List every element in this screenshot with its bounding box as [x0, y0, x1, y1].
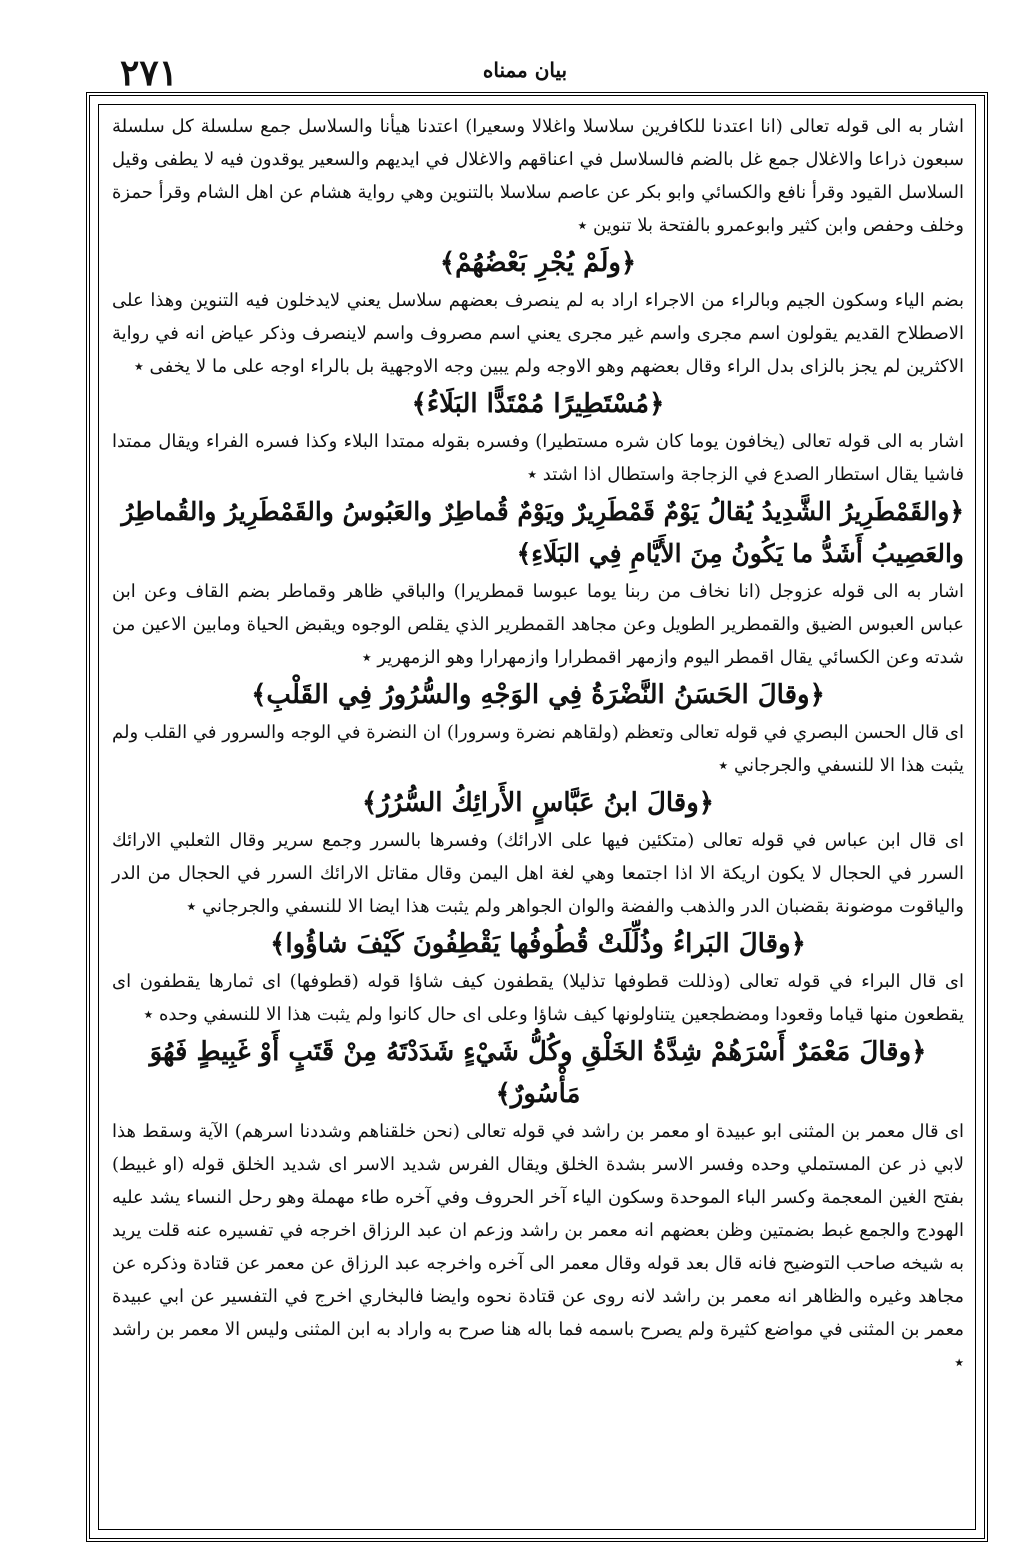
- quoted-text-heading: ﴿وقالَ مَعْمَرٌ أَسْرَهُمْ شِدَّةُ الخَلْقِ وكُلُّ شَيْءٍ شَدَدْتَهُ مِنْ قَتَبٍ أَوْ غَبِيطٍ فَهُوَ مَأْسُورٌ﴾: [149, 1037, 927, 1109]
- commentary-paragraph: اى قال البراء في قوله تعالى (وذللت قطوفها تذليلا) يقطفون كيف شاؤا قوله (قطوفها) اى ثمارها يقطفون اى يقطعون منها قياما وقعودا ومضطجعين يتناولونها كيف شاؤا وعلى اى حال كانوا ولم يثبت هذا الا للنسفي وحده ٭: [112, 971, 964, 1025]
- quoted-text-heading: ﴿والقَمْطَرِيرُ الشَّدِيدُ يُقالُ يَوْمٌ قَمْطَرِيرٌ ويَوْمٌ قُماطِرٌ والعَبُوسُ والقَمْطَرِيرُ والقُماطِرُ والعَصِيبُ أَشَدُّ ما يَكُونُ مِنَ الأَيَّامِ فِي البَلَاءِ﴾: [121, 497, 964, 568]
- quoted-text-heading: ﴿وقالَ ابنُ عَبَّاسٍ الأَرائِكُ السُّرُرُ﴾: [362, 788, 714, 818]
- quoted-text-heading: ﴿ولَمْ يُجْرِ بَعْضُهُمْ﴾: [439, 248, 637, 278]
- commentary-paragraph: اى قال الحسن البصري في قوله تعالى وتعظم (ولقاهم نضرة وسرورا) ان النضرة في الوجه والسرور في القلب ولم يثبت هذا الا للنسفي والجرجاني ٭: [112, 722, 964, 776]
- commentary-paragraph: اى قال معمر بن المثنى ابو عبيدة او معمر بن راشد في قوله تعالى (نحن خلقناهم وشددنا اسرهم) الآية وسقط هذا لابي ذر عن المستملي وحده وفسر الاسر بشدة الخلق ويقال الفرس شديد الاسر اى شديد الخلق قوله (او غبيط) بفتح الغين المعجمة وكسر الباء الموحدة وسكون الياء آخر الحروف وفي آخره طاء مهملة وهو رحل النساء يشد عليه الهودج والجمع غبط بضمتين وظن بعضهم انه معمر بن راشد وزعم ان عبد الرزاق اخرجه في تفسيره عنه قلت يريد به شيخه صاحب التوضيح فانه قال بعد قوله وقال معمر الى آخره واخرجه عبد الرزاق عن معمر عن قتادة وذكره عن مجاهد وغيره والظاهر انه معمر بن راشد لانه روى عن قتادة نحوه وايضا فالبخاري اخرج في التفسير عن ابي عبيدة معمر بن المثنى في مواضع كثيرة ولم يصرح باسمه فما باله هنا صرح به واراد به ابن المثنى وليس الا معمر بن راشد ٭: [112, 1121, 964, 1373]
- page-number: ٢٧١: [120, 52, 179, 94]
- page-header: [0, 0, 1033, 92]
- commentary-paragraph: بضم الياء وسكون الجيم وبالراء من الاجراء اراد به لم ينصرف بعضهم سلاسل يعني لايدخلون فيه التنوين وهذا على الاصطلاح القديم يقولون اسم مجرى واسم غير مجرى يعني اسم مصروف واسم لاينصرف وذكر عياض انه في رواية الاكثرين لم يجز بالزاى بدل الراء وقال بعضهم وهو الاوجه ولم يبين وجه الاوجهية بل بالراء اوجه على ما لا يخفى ٭: [112, 290, 964, 377]
- quoted-text-heading: ﴿وقالَ البَراءُ وذُلِّلَتْ قُطُوفُها يَقْطِفُونَ كَيْفَ شاؤُوا﴾: [270, 929, 806, 959]
- commentary-paragraph: اشار به الى قوله تعالى (يخافون يوما كان شره مستطيرا) وفسره بقوله ممتدا البلاء وكذا فسره الفراء ويقال ممتدا فاشيا يقال استطار الصدع في الزجاجة واستطال اذا اشتد ٭: [112, 431, 964, 485]
- quoted-text-heading: ﴿مُسْتَطِيرًا مُمْتَدًّا البَلَاءُ﴾: [411, 389, 665, 419]
- running-title: بيان ممناه: [482, 58, 568, 82]
- commentary-paragraph: اشار به الى قوله تعالى (انا اعتدنا للكافرين سلاسلا واغلالا وسعيرا) اعتدنا هيأنا والسلاسل جمع سلسلة كل سلسلة سبعون ذراعا والاغلال جمع غل بالضم فالسلاسل في اعناقهم والاغلال في ايديهم والسعير يوقدون فيه لا يطفى وقيل السلاسل القيود وقرأ نافع والكسائي وابو بكر عن عاصم سلاسلا بالتنوين وهي رواية هشام عن اهل الشام وقرأ حمزة وخلف وحفص وابن كثير وابوعمرو بالفتحة بلا تنوين ٭: [112, 116, 964, 236]
- page-body: [108, 110, 968, 1525]
- commentary-paragraph: اى قال ابن عباس في قوله تعالى (متكئين فيها على الارائك) وفسرها بالسرر وجمع سرير وقال الثعلبي الارائك السرر في الحجال لا يكون اريكة الا اذا اجتمعا وهي لغة اهل اليمن وقال مقاتل الارائك السرر في الحجال من الدر والياقوت موضونة بقضبان الدر والذهب والفضة والوان الجواهر ولم يثبت هذا ايضا الا للنسفي والجرجاني ٭: [112, 830, 964, 917]
- commentary-paragraph: اشار به الى قوله عزوجل (انا نخاف من ربنا يوما عبوسا قمطريرا) والباقي ظاهر وقماطر بضم القاف وعن ابن عباس العبوس الضيق والقمطرير الطويل وعن مجاهد القمطرير الذي يقلص الوجوه ويقبض الحياة ومابين الاعين من شدته وعن الكسائي يقال اقمطر اليوم وازمهر اقمطرارا وازمهرارا وهو الزمهرير ٭: [112, 581, 964, 668]
- quoted-text-heading: ﴿وقالَ الحَسَنُ النَّضْرَةُ فِي الوَجْهِ والسُّرُورُ فِي القَلْبِ﴾: [251, 680, 825, 710]
